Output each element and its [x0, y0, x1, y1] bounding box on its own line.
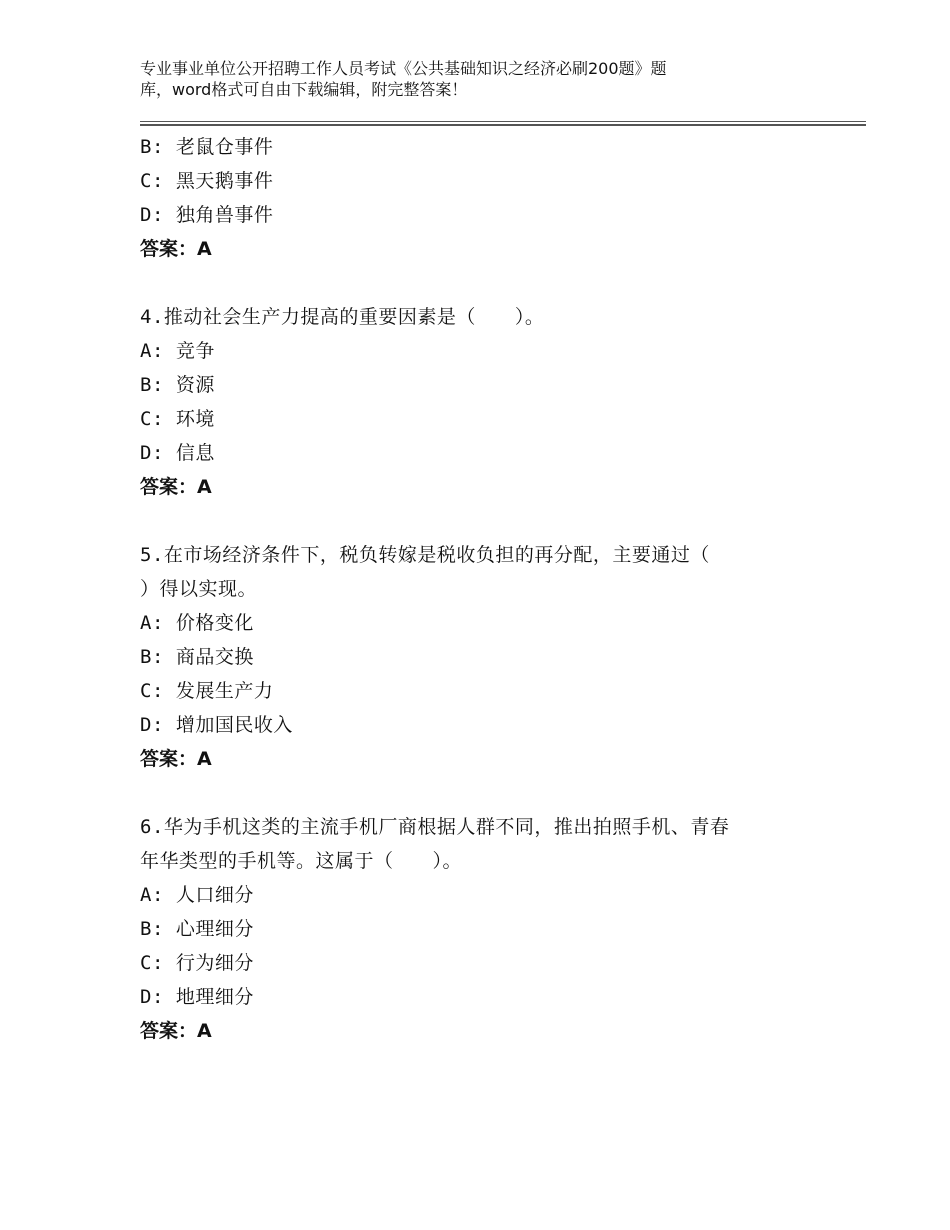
question-stem: ）得以实现。 — [140, 578, 258, 600]
spacer — [140, 504, 840, 538]
question-stem: 5.在市场经济条件下，税负转嫁是税收负担的再分配，主要通过（ — [140, 544, 710, 566]
answer-line: 答案：A — [140, 476, 212, 498]
page-header — [140, 58, 780, 100]
option: D: 独角兽事件 — [140, 204, 274, 226]
question-block — [140, 300, 840, 504]
question-block — [140, 130, 840, 266]
option: B: 老鼠仓事件 — [140, 136, 274, 158]
option: D: 地理细分 — [140, 986, 254, 1008]
answer-line: 答案：A — [140, 238, 212, 260]
option: C: 行为细分 — [140, 952, 254, 974]
spacer — [140, 266, 840, 300]
option: A: 人口细分 — [140, 884, 254, 906]
spacer — [140, 776, 840, 810]
option: C: 发展生产力 — [140, 680, 274, 702]
header-line-1: 专业事业单位公开招聘工作人员考试《公共基础知识之经济必刷200题》题 — [140, 59, 667, 78]
question-stem: 年华类型的手机等。这属于（ ）。 — [140, 850, 463, 872]
option: D: 增加国民收入 — [140, 714, 293, 736]
option: C: 环境 — [140, 408, 215, 430]
answer-line: 答案：A — [140, 748, 212, 770]
question-block — [140, 810, 840, 1048]
option: B: 心理细分 — [140, 918, 254, 940]
option: A: 竞争 — [140, 340, 215, 362]
header-divider-thick — [140, 124, 866, 126]
option: D: 信息 — [140, 442, 215, 464]
option: B: 资源 — [140, 374, 215, 396]
option: B: 商品交换 — [140, 646, 254, 668]
question-list — [140, 130, 840, 1048]
option: C: 黑天鹅事件 — [140, 170, 274, 192]
question-stem: 4.推动社会生产力提高的重要因素是（ ）。 — [140, 306, 545, 328]
answer-line: 答案：A — [140, 1020, 212, 1042]
option: A: 价格变化 — [140, 612, 254, 634]
question-stem: 6.华为手机这类的主流手机厂商根据人群不同，推出拍照手机、青春 — [140, 816, 730, 838]
header-divider-thin — [140, 121, 866, 122]
question-block — [140, 538, 840, 776]
header-line-2: 库，word格式可自由下载编辑，附完整答案！ — [140, 80, 468, 99]
